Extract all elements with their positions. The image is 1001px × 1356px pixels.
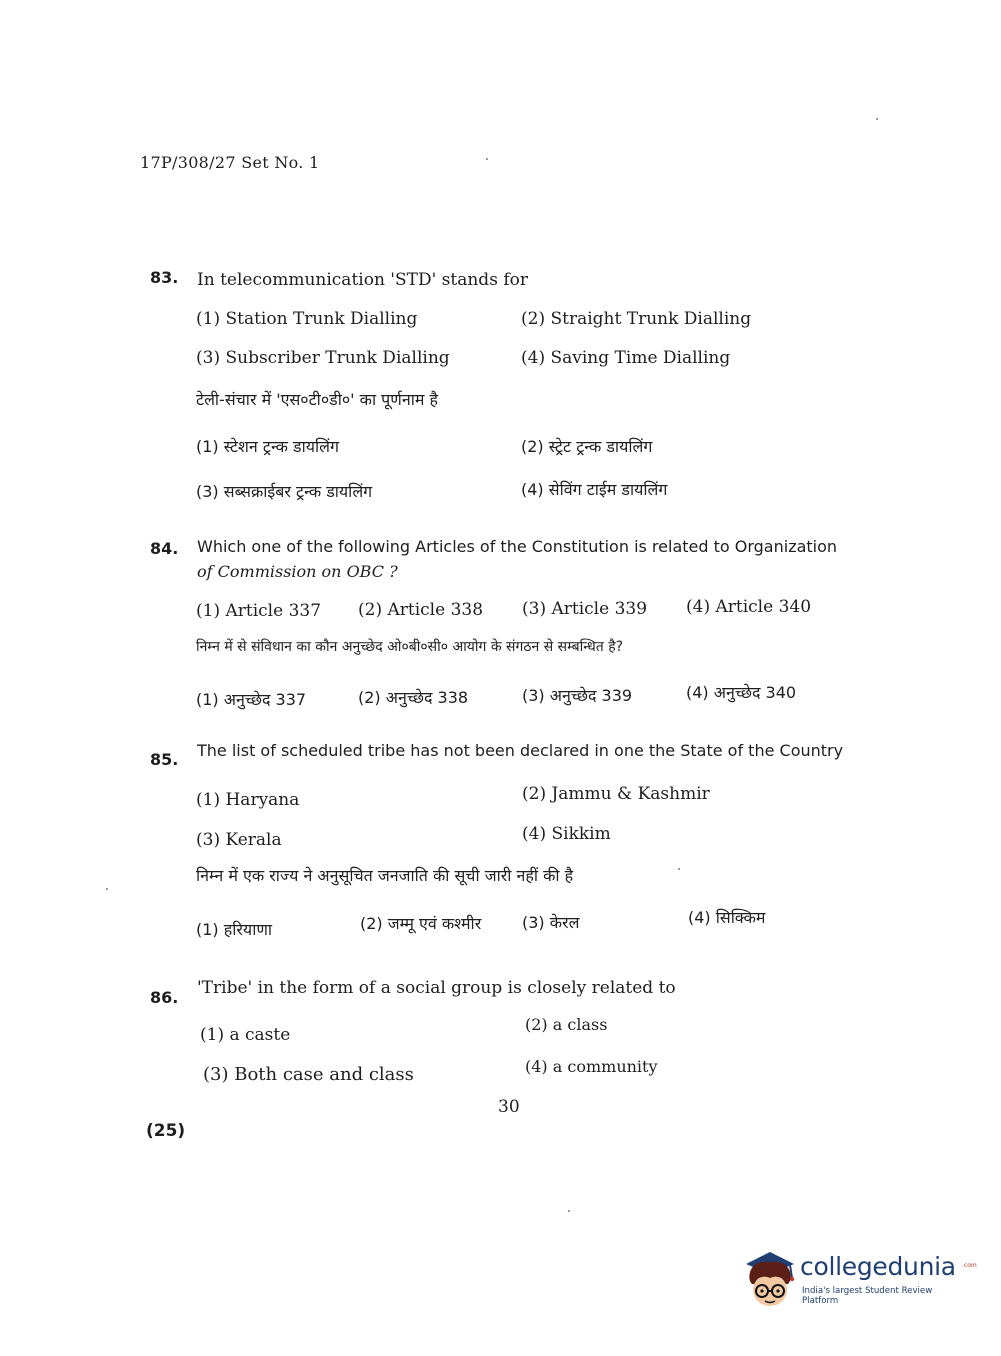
page-code: (25) bbox=[146, 1121, 186, 1141]
option-1: (1) Article 337 bbox=[196, 601, 322, 621]
question-text-hindi: टेली-संचार में 'एस०टी०डी०' का पूर्णनाम है bbox=[196, 390, 439, 409]
scan-speck bbox=[106, 888, 108, 890]
option-1: (1) a caste bbox=[200, 1025, 291, 1045]
option-2-hindi: (2) स्ट्रेट ट्रन्क डायलिंग bbox=[521, 437, 653, 456]
option-2-hindi: (2) अनुच्छेद 338 bbox=[358, 688, 469, 707]
option-2: (2) Straight Trunk Dialling bbox=[521, 309, 752, 329]
option-2: (2) a class bbox=[525, 1015, 608, 1034]
scan-speck bbox=[678, 868, 680, 870]
question-text-hindi: निम्न में से संविधान का कौन अनुच्छेद ओ०बी०सी० आयोग के संगठन से सम्बन्धित है? bbox=[196, 639, 624, 655]
scan-speck bbox=[568, 1210, 570, 1212]
question-number: 85. bbox=[150, 750, 179, 769]
option-3: (3) Subscriber Trunk Dialling bbox=[196, 348, 450, 368]
option-4-hindi: (4) सिक्किम bbox=[688, 908, 766, 927]
question-text-line-1: Which one of the following Articles of the Constitution is related to Organization bbox=[197, 537, 838, 556]
option-4: (4) Sikkim bbox=[522, 824, 611, 844]
scan-speck bbox=[876, 118, 878, 120]
option-3-hindi: (3) सब्सक्राईबर ट्रन्क डायलिंग bbox=[196, 482, 373, 501]
option-1-hindi: (1) स्टेशन ट्रन्क डायलिंग bbox=[196, 437, 340, 456]
question-text: The list of scheduled tribe has not been declared in one the State of the Country bbox=[197, 741, 844, 760]
option-4-hindi: (4) अनुच्छेद 340 bbox=[686, 683, 797, 702]
option-3-hindi: (3) अनुच्छेद 339 bbox=[522, 686, 633, 705]
logo-tagline: India's largest Student Review Platform bbox=[802, 1286, 933, 1306]
question-text: In telecommunication 'STD' stands for bbox=[197, 270, 528, 290]
question-number: 84. bbox=[150, 539, 179, 558]
option-3: (3) Article 339 bbox=[522, 599, 648, 619]
logo-suffix: .com bbox=[962, 1262, 977, 1269]
option-1: (1) Haryana bbox=[196, 790, 300, 810]
option-2: (2) Jammu & Kashmir bbox=[522, 784, 710, 804]
option-2-hindi: (2) जम्मू एवं कश्मीर bbox=[360, 914, 482, 933]
option-3: (3) Both case and class bbox=[203, 1064, 414, 1085]
mascot-icon bbox=[740, 1250, 798, 1312]
scan-speck bbox=[486, 158, 488, 160]
option-1-hindi: (1) हरियाणा bbox=[196, 920, 273, 939]
document-header: 17P/308/27 Set No. 1 bbox=[140, 153, 320, 172]
option-4: (4) Saving Time Dialling bbox=[521, 348, 731, 368]
option-2: (2) Article 338 bbox=[358, 600, 484, 620]
question-text-line-2: of Commission on OBC ? bbox=[197, 562, 398, 581]
question-number: 86. bbox=[150, 988, 179, 1007]
option-3: (3) Kerala bbox=[196, 830, 282, 850]
page-number: 30 bbox=[498, 1097, 520, 1117]
collegedunia-logo bbox=[740, 1250, 977, 1310]
option-4-hindi: (4) सेविंग टाईम डायलिंग bbox=[521, 480, 668, 499]
option-3-hindi: (3) केरल bbox=[522, 913, 580, 932]
question-number: 83. bbox=[150, 268, 179, 287]
option-4: (4) a community bbox=[525, 1057, 658, 1076]
question-text-hindi: निम्न में एक राज्य ने अनुसूचित जनजाति की सूची जारी नहीं की है bbox=[196, 866, 574, 885]
question-text: 'Tribe' in the form of a social group is closely related to bbox=[197, 978, 676, 998]
logo-wordmark: collegedunia bbox=[800, 1252, 956, 1281]
option-4: (4) Article 340 bbox=[686, 597, 812, 617]
option-1: (1) Station Trunk Dialling bbox=[196, 309, 418, 329]
option-1-hindi: (1) अनुच्छेद 337 bbox=[196, 690, 307, 709]
